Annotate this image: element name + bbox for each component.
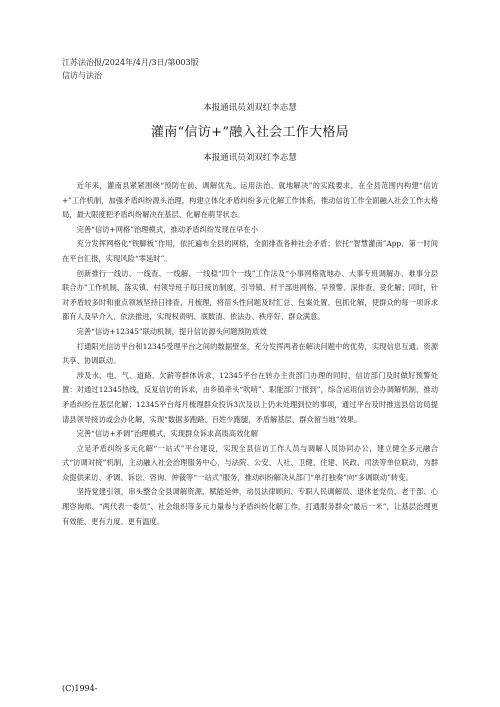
byline-top: 本报通讯员刘双红李志慧 bbox=[203, 103, 297, 113]
paragraph-intro: 近年来，灌南县紧紧围绕“预防在前、调解优先、运用法治、就地解决”的实践要求，在全县范围内构建“信访+”工作机制，加强矛盾纠纷源头治理，构建立体化矛盾纠纷多元化解工作体系，推动信访工作全面融入社会工作大格局，最大限度把矛盾纠纷解决在基层、化解在萌芽状态。 bbox=[62, 181, 438, 220]
copyright-footer: (C)1994- bbox=[62, 684, 98, 693]
paragraph: 充分发挥网格化“铁脚板”作用，依托遍布全县的网格，全面排查各种社会矛盾；依托“智慧灌南”App，第一时间在平台汇报，实现风险“零延时”。 bbox=[62, 239, 438, 263]
source-line: 江苏法治报/2024年/4月/3日/第003版 bbox=[62, 58, 199, 67]
section-heading-mediation: 完善“信访+矛调”治理模式，实现群众诉求高质高效化解 bbox=[76, 429, 258, 439]
paragraph: 立足矛盾纠纷多元化解“一站式”平台建设，实现全县信访工作人员与调解人员协同办公，建立健全多元融合式“访调对接”机制，主动融入社会治理服务中心，与法院、公安、人社、卫健、住建、民政、司法等单位联动，为群众提供来访、矛调、诉讼、咨询、仲裁等“一站式”服务，推动纠纷解决从部门“单打独奏”向“多调联动”转变。 bbox=[62, 443, 438, 482]
paragraph: 坚持党建引领，串头整合全县调解资源，赋能延伸，动员法律顾问、专职人民调解员、退休老党员、老干部、心理咨询师、“两代表一委员”、社会组织等多元力量参与矛盾纠纷化解工作，打通服务群众“最后一米”，让基层治理更有效能、更有力度、更有温度。 bbox=[62, 487, 438, 526]
article-title: 灌南“信访+”融入社会工作大格局 bbox=[151, 125, 349, 140]
paragraph: 创新推行一线访、一线查、一线解、一线稳“四个一线”工作法及“小事网格就地办、大事专班调解办、难事分层联合办”工作机制，落实镇、村领导班子每日接访制度，引导镇、村干部进网格、早预警、深排查、妥化解；同时，针对矛盾较多时和重点领域坚持日排查、月梳理，将苗头性问题及时汇总、包案处置、包抓化解，使群众的每一项诉求都有人及早介入、依法推进，实现权责明、底数清、依法办、秩序好、群众满意。 bbox=[62, 268, 438, 322]
paragraph: 打通阳光信访平台和12345受理平台之间的数据壁垒，充分发挥两者在解决问题中的优势，实现信息互通、资源共享、协调联动。 bbox=[62, 341, 438, 366]
paragraph: 涉及水、电、气、道路、欠薪等群体诉求，12345平台在转办主责部门办理的同时，信访部门及时做好预警处置：对通过12345热线，反复信访的诉求，由乡镇牵头“吹哨”、职能部门“报到”，综合运用信访会办调解机制，推动矛盾纠纷在基层化解；12345平台每月梳理群众投诉3次及以上仍未处理到位的事项，通过平台及时推送县信访局提请县领导接访或会办化解，实现“数据多跑路、百姓少跑腿，矛盾解基层、群众留当地”效果。 bbox=[62, 370, 438, 424]
section-heading-grid: 完善“信访+网格”治理模式，推动矛盾纠纷发现在早在小 bbox=[76, 224, 258, 234]
column-name: 信访与法治 bbox=[62, 71, 102, 80]
byline-bottom: 本报通讯员刘双红李志慧 bbox=[203, 153, 297, 163]
section-heading-12345: 完善“信访+12345”联动机制，提升信访源头问题预防质效 bbox=[76, 326, 267, 336]
article-body bbox=[62, 179, 438, 529]
